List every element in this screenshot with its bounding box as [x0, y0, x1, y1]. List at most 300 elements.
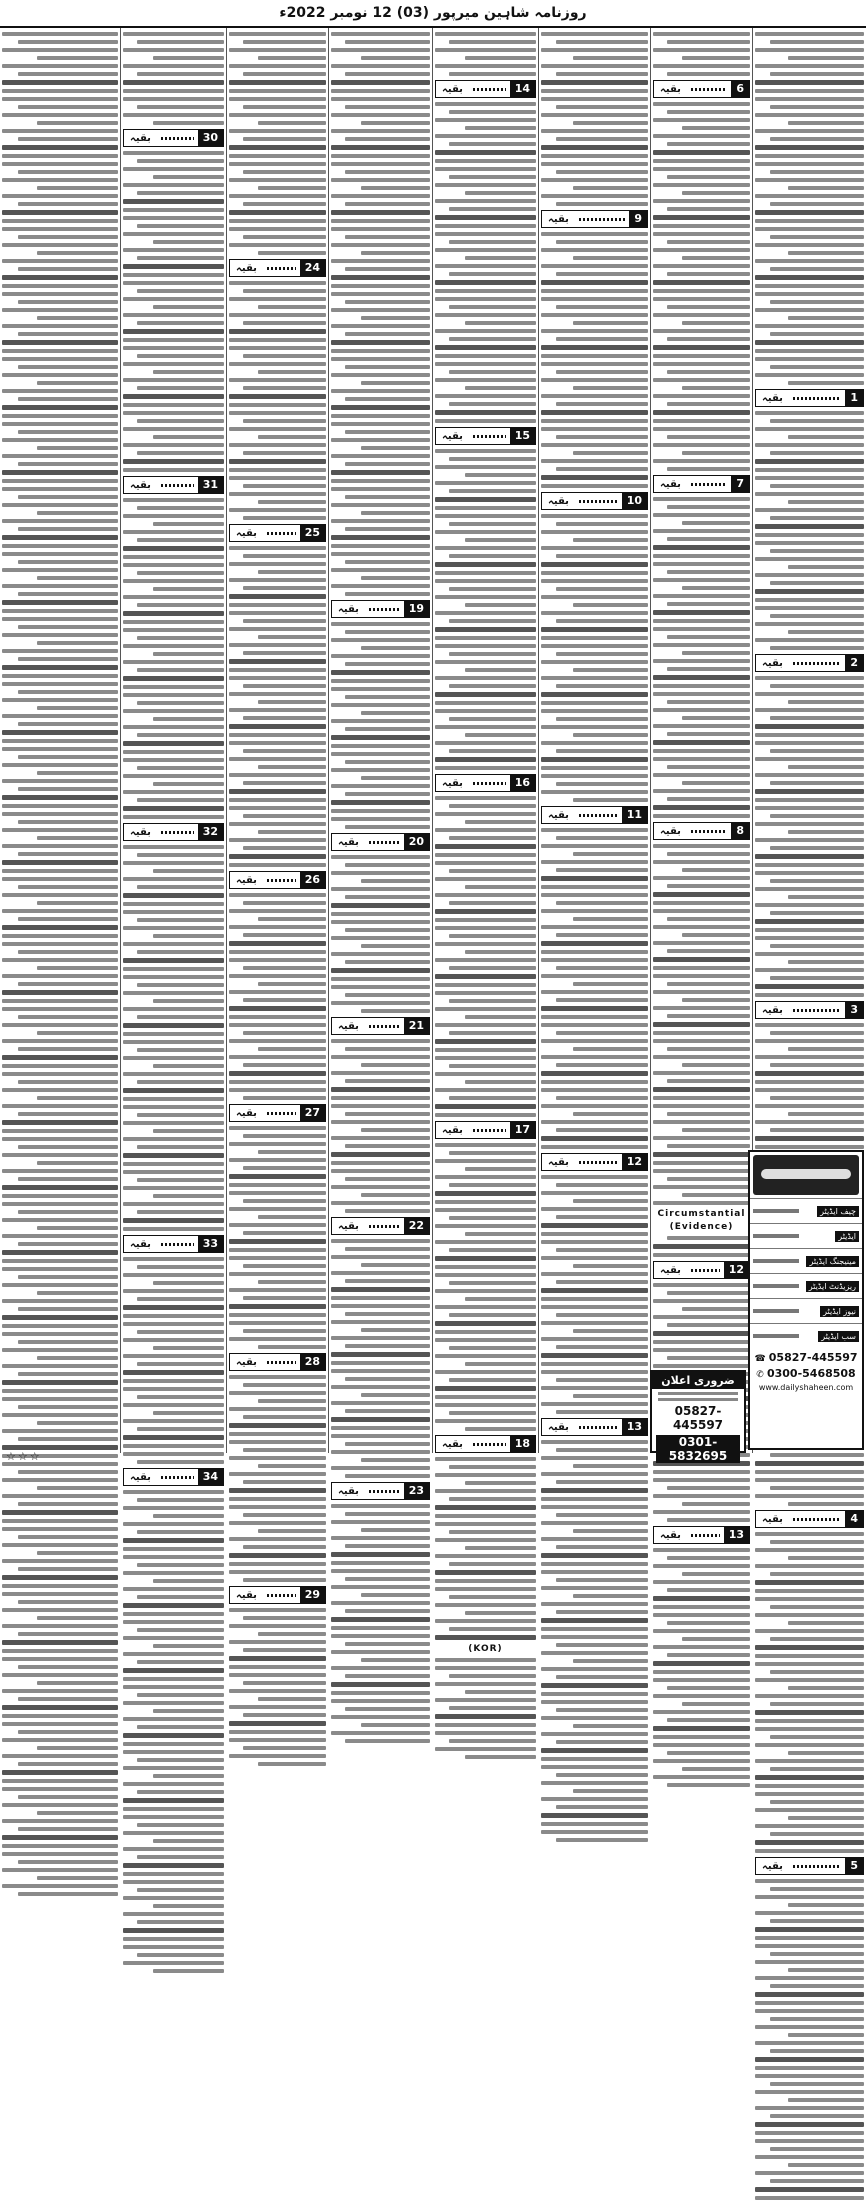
text-line	[435, 1330, 536, 1334]
text-line	[123, 893, 224, 898]
text-line	[653, 1031, 750, 1035]
text-line	[123, 1522, 224, 1526]
text-line	[243, 1713, 326, 1717]
text-line	[18, 1015, 118, 1019]
text-line	[556, 717, 648, 721]
text-line	[653, 224, 750, 228]
text-line	[2, 1153, 118, 1157]
text-line	[2, 665, 118, 670]
text-line	[755, 1039, 864, 1043]
text-line	[123, 1314, 224, 1318]
text-line	[541, 766, 648, 770]
text-line	[573, 121, 648, 125]
text-line	[435, 150, 536, 155]
text-line	[755, 1120, 864, 1124]
text-line	[331, 1536, 430, 1540]
text-line	[2, 1714, 118, 1718]
text-line	[345, 202, 430, 206]
text-line	[2, 990, 118, 995]
text-line	[331, 519, 430, 523]
text-line	[123, 725, 224, 729]
text-line	[331, 1161, 430, 1165]
continuation-badge	[755, 1001, 864, 1019]
text-line	[331, 1682, 430, 1687]
text-line	[541, 1321, 648, 1325]
text-line	[2, 1364, 118, 1368]
text-line	[123, 660, 224, 664]
text-line	[667, 175, 750, 179]
text-line	[556, 1063, 648, 1067]
text-line	[331, 968, 430, 973]
text-line	[229, 338, 326, 342]
badge-number: 9	[629, 211, 647, 227]
text-line	[682, 586, 750, 590]
notice-phone-1: 05827-445597	[672, 1404, 724, 1432]
text-line	[755, 1478, 864, 1482]
text-line	[345, 727, 430, 731]
text-line	[667, 40, 750, 44]
column-2	[650, 28, 752, 1541]
text-line	[258, 765, 326, 769]
text-line	[653, 1161, 750, 1165]
text-line	[770, 581, 864, 585]
text-line	[153, 1904, 224, 1908]
text-line	[435, 1208, 536, 1212]
text-line	[123, 1056, 224, 1060]
text-line	[2, 1649, 118, 1653]
text-line	[788, 1816, 864, 1820]
badge-number: 25	[300, 525, 325, 541]
text-line	[449, 554, 536, 558]
text-line	[123, 1322, 224, 1326]
text-line	[331, 1071, 430, 1075]
footer-stars: ☆☆☆	[6, 1450, 42, 1463]
text-line	[153, 175, 224, 179]
text-line	[435, 1159, 536, 1163]
text-line	[37, 1616, 118, 1620]
text-line	[755, 48, 864, 52]
text-line	[770, 1453, 864, 1457]
text-line	[331, 855, 430, 859]
text-line	[755, 1911, 864, 1915]
text-line	[541, 1055, 648, 1059]
text-line	[2, 259, 118, 263]
text-line	[770, 451, 864, 455]
badge-label: بقیہ	[236, 1589, 257, 1601]
text-line	[123, 555, 224, 559]
text-line	[541, 1272, 648, 1276]
text-line	[331, 1320, 430, 1324]
text-line	[653, 102, 750, 106]
text-line	[465, 603, 536, 607]
text-line	[345, 170, 430, 174]
text-line	[541, 443, 648, 447]
text-line	[331, 1385, 430, 1389]
text-line	[541, 1635, 648, 1639]
text-line	[770, 235, 864, 239]
text-line	[541, 1505, 648, 1509]
text-line	[653, 1299, 750, 1303]
text-line	[435, 991, 536, 995]
text-line	[653, 378, 750, 382]
text-line	[755, 952, 864, 956]
text-line	[653, 1348, 750, 1352]
text-line	[229, 1015, 326, 1019]
text-line	[755, 984, 864, 989]
text-line	[123, 902, 224, 906]
text-line	[653, 1340, 750, 1344]
text-line	[2, 877, 118, 881]
text-line	[755, 1976, 864, 1980]
text-line	[2, 1787, 118, 1791]
text-line	[435, 215, 536, 220]
text-line	[449, 684, 536, 688]
text-line	[682, 321, 750, 325]
text-line	[2, 1584, 118, 1588]
text-line	[465, 733, 536, 737]
text-line	[788, 2033, 864, 2037]
text-line	[755, 606, 864, 610]
text-line	[653, 1564, 750, 1568]
text-line	[667, 917, 750, 921]
text-line	[755, 459, 864, 464]
text-line	[653, 909, 750, 913]
text-line	[435, 167, 536, 171]
text-line	[137, 1015, 224, 1019]
text-line	[123, 378, 224, 382]
text-line	[541, 1553, 648, 1558]
text-line	[435, 1554, 536, 1558]
text-line	[667, 1621, 750, 1625]
text-line	[556, 1708, 648, 1712]
text-line	[755, 1461, 864, 1466]
text-line	[541, 1757, 648, 1761]
text-line	[449, 1248, 536, 1252]
text-line	[123, 80, 224, 85]
text-line	[2, 869, 118, 873]
text-line	[541, 1006, 648, 1011]
text-line	[123, 1170, 224, 1174]
text-line	[2, 1348, 118, 1352]
text-line	[345, 928, 430, 932]
text-line	[243, 1648, 326, 1652]
text-line	[123, 546, 224, 551]
text-line	[435, 1056, 536, 1060]
text-line	[541, 289, 648, 293]
text-line	[123, 1387, 224, 1391]
text-line	[667, 1291, 750, 1295]
text-line	[345, 592, 430, 596]
text-line	[331, 1287, 430, 1292]
text-line	[331, 1152, 430, 1157]
text-line	[229, 724, 326, 729]
text-line	[123, 1677, 224, 1681]
text-line	[541, 741, 648, 745]
text-line	[435, 1338, 536, 1342]
text-line	[435, 183, 536, 187]
text-line	[331, 768, 430, 772]
text-line	[755, 1071, 864, 1076]
text-line	[229, 362, 326, 366]
text-line	[345, 863, 430, 867]
text-line	[465, 668, 536, 672]
text-line	[449, 1465, 536, 1469]
text-line	[18, 982, 118, 986]
text-line	[123, 1912, 224, 1916]
text-line	[123, 97, 224, 101]
text-line	[465, 1167, 536, 1171]
text-line	[653, 313, 750, 317]
text-line	[361, 646, 430, 650]
text-line	[770, 2147, 864, 2151]
text-line	[331, 1617, 430, 1622]
text-line	[229, 492, 326, 496]
text-line	[541, 1692, 648, 1696]
text-line	[653, 529, 750, 533]
text-line	[345, 1739, 430, 1743]
text-line	[243, 451, 326, 455]
text-line	[123, 1603, 224, 1608]
continuation-badge	[123, 823, 224, 841]
text-line	[229, 219, 326, 223]
text-line	[229, 1754, 326, 1758]
text-line	[153, 1969, 224, 1973]
text-line	[37, 771, 118, 775]
text-line	[243, 716, 326, 720]
text-line	[243, 1063, 326, 1067]
text-line	[229, 854, 326, 859]
text-line	[137, 1178, 224, 1182]
badge-label: بقیہ	[660, 1529, 681, 1541]
text-line	[123, 167, 224, 171]
text-line	[755, 789, 864, 794]
text-line	[229, 1705, 326, 1709]
text-line	[2, 1315, 118, 1320]
text-line	[435, 1747, 536, 1751]
text-line	[653, 1120, 750, 1124]
text-line	[2, 633, 118, 637]
text-line	[682, 451, 750, 455]
text-line	[435, 692, 536, 697]
text-line	[18, 1340, 118, 1344]
text-line	[435, 32, 536, 36]
text-line	[449, 110, 536, 114]
text-line	[653, 48, 750, 52]
text-line	[667, 1112, 750, 1116]
text-line	[18, 365, 118, 369]
text-line	[229, 773, 326, 777]
badge-number: 24	[300, 260, 325, 276]
text-line	[123, 1872, 224, 1876]
text-line	[229, 113, 326, 117]
text-line	[449, 1346, 536, 1350]
continuation-badge	[541, 806, 648, 824]
text-line	[243, 1166, 326, 1170]
text-line	[229, 1562, 326, 1566]
text-line	[435, 102, 536, 106]
text-line	[788, 56, 864, 60]
text-line	[541, 1716, 648, 1720]
text-line	[229, 1080, 326, 1084]
text-line	[755, 89, 864, 93]
text-line	[229, 1126, 326, 1130]
text-line	[667, 982, 750, 986]
text-line	[541, 1602, 648, 1606]
text-line	[137, 983, 224, 987]
text-line	[667, 370, 750, 374]
text-line	[770, 1637, 864, 1641]
text-line	[755, 1494, 864, 1498]
text-line	[770, 846, 864, 850]
text-line	[243, 966, 326, 970]
continuation-badge	[541, 492, 648, 510]
text-line	[653, 1244, 750, 1249]
text-line	[243, 1031, 326, 1035]
text-line	[682, 1193, 750, 1197]
text-line	[37, 1356, 118, 1360]
badge-label: بقیہ	[130, 479, 151, 491]
text-line	[345, 993, 430, 997]
text-line	[229, 1665, 326, 1669]
text-line	[123, 1490, 224, 1494]
text-line	[331, 1650, 430, 1654]
text-line	[541, 232, 648, 236]
text-line	[123, 468, 224, 472]
text-line	[653, 684, 750, 688]
text-line	[770, 1735, 864, 1739]
badge-number: 16	[510, 775, 535, 791]
text-line	[541, 178, 648, 182]
text-line	[331, 129, 430, 133]
text-line	[123, 514, 224, 518]
text-line	[331, 1715, 430, 1719]
notice-box	[650, 1370, 746, 1463]
text-line	[653, 289, 750, 293]
text-line	[18, 397, 118, 401]
text-line	[153, 240, 224, 244]
text-line	[755, 919, 864, 924]
text-line	[2, 89, 118, 93]
text-line	[770, 879, 864, 883]
text-line	[331, 1504, 430, 1508]
text-line	[123, 1896, 224, 1900]
badge-number: 7	[731, 476, 749, 492]
text-line	[667, 700, 750, 704]
text-line	[788, 2098, 864, 2102]
text-line	[331, 1434, 430, 1438]
text-line	[153, 1579, 224, 1583]
text-line	[153, 782, 224, 786]
staff-box	[748, 1150, 864, 1450]
badge-label: بقیہ	[130, 132, 151, 144]
text-line	[541, 644, 648, 648]
text-line	[755, 1879, 864, 1883]
text-line	[788, 121, 864, 125]
text-line	[331, 1426, 430, 1430]
text-line	[361, 1393, 430, 1397]
text-line	[653, 773, 750, 777]
text-line	[435, 1273, 536, 1277]
text-line	[770, 549, 864, 553]
text-line	[653, 297, 750, 301]
text-line	[331, 243, 430, 247]
text-line	[541, 1781, 648, 1785]
badge-label: بقیہ	[548, 213, 569, 225]
badge-number: 31	[198, 477, 223, 493]
text-line	[755, 411, 864, 415]
continuation-badge	[541, 210, 648, 228]
text-line	[556, 1378, 648, 1382]
text-line	[153, 652, 224, 656]
text-line	[556, 337, 648, 341]
text-line	[556, 202, 648, 206]
text-line	[541, 1023, 648, 1027]
text-line	[755, 863, 864, 867]
text-line	[682, 256, 750, 260]
text-line	[770, 419, 864, 423]
text-line	[229, 643, 326, 647]
text-line	[137, 40, 224, 44]
text-line	[331, 809, 430, 813]
text-line	[258, 700, 326, 704]
text-line	[2, 1064, 118, 1068]
text-line	[345, 527, 430, 531]
text-line	[2, 1884, 118, 1888]
text-line	[541, 1175, 648, 1179]
text-line	[449, 1031, 536, 1035]
text-line	[770, 1670, 864, 1674]
text-line	[229, 974, 326, 978]
text-line	[755, 468, 864, 472]
text-line	[755, 427, 864, 431]
text-line	[435, 1048, 536, 1052]
text-line	[541, 885, 648, 889]
text-line	[153, 370, 224, 374]
text-line	[755, 259, 864, 263]
text-line	[331, 479, 430, 483]
text-line	[556, 1128, 648, 1132]
continuation-badge	[435, 1435, 536, 1453]
text-line	[137, 950, 224, 954]
text-line	[556, 1248, 648, 1252]
text-line	[770, 1096, 864, 1100]
text-line	[541, 162, 648, 166]
text-line	[541, 297, 648, 301]
text-line	[258, 830, 326, 834]
text-line	[653, 1152, 750, 1157]
text-line	[229, 313, 326, 317]
text-line	[755, 1792, 864, 1796]
text-line	[153, 869, 224, 873]
text-line	[755, 1784, 864, 1788]
text-line	[123, 411, 224, 415]
text-line	[556, 1031, 648, 1035]
text-line	[541, 893, 648, 897]
text-line	[229, 1006, 326, 1011]
text-line	[18, 235, 118, 239]
text-line	[331, 912, 430, 916]
text-line	[229, 210, 326, 215]
text-line	[435, 465, 536, 469]
text-line	[243, 1513, 326, 1517]
badge-label: بقیہ	[236, 874, 257, 886]
text-line	[229, 89, 326, 93]
continuation-badge	[229, 259, 326, 277]
text-line	[331, 784, 430, 788]
text-line	[435, 530, 536, 534]
text-line	[153, 1064, 224, 1068]
text-line	[755, 1023, 864, 1027]
